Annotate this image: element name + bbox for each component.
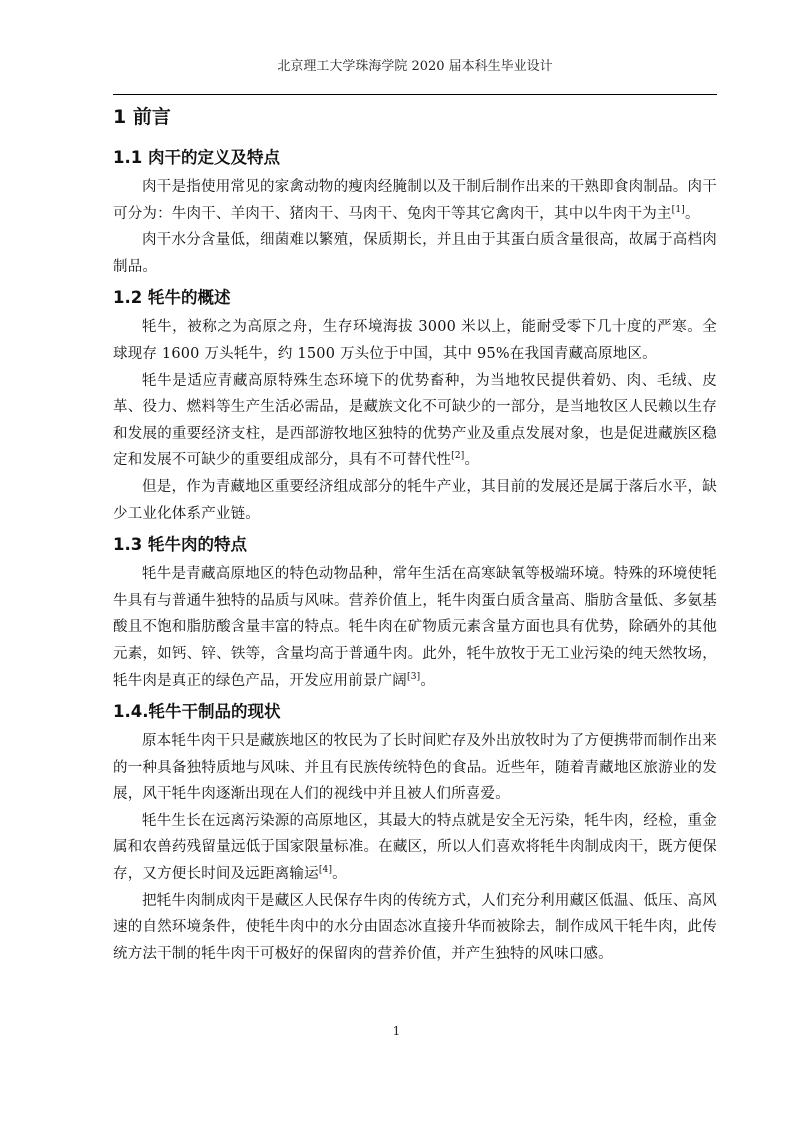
body-paragraph (113, 368, 717, 474)
body-paragraph (113, 888, 717, 968)
section-heading: 1.2 牦牛的概述 (113, 288, 231, 308)
paragraph-text: 肉干水分含量低，细菌难以繁殖，保质期长，并且由于其蛋白质含量很高，故属于高档肉制品。 (113, 232, 717, 275)
body-paragraph (113, 227, 717, 280)
citation-ref: [2] (451, 451, 465, 462)
chapter-title: 1 前言 (113, 106, 171, 128)
paragraph-end-punct: 。 (420, 672, 436, 689)
paragraph-end-punct: 。 (684, 205, 700, 222)
paragraph-text: 但是，作为青藏地区重要经济组成部分的牦牛产业，其目前的发展还是属于落后水平，缺少工业化体系产业链。 (113, 478, 717, 522)
sections-container (113, 146, 717, 967)
body-paragraph (113, 561, 717, 694)
paragraph-text: 牦牛是适应青藏高原特殊生态环境下的优势畜种，为当地牧民提供着奶、肉、毛绒、皮革、役力、燃料等生产生活必需品，是藏族文化不可缺少的一部分，是当地牧区人民赖以生存和发展的重要经济支柱，是西部游牧地区独特的优势产业及重点发展对象，也是促进藏族区稳定和发展不可缺少的重要组成部分，具有不可替代性 (113, 372, 717, 469)
section-heading: 1.3 牦牛肉的特点 (113, 535, 247, 555)
paragraph-end-punct: 。 (332, 866, 347, 883)
section-heading: 1.4.牦牛干制品的现状 (113, 702, 281, 722)
citation-ref: [3] (407, 671, 421, 682)
paragraph-text: 把牦牛肉制成肉干是藏区人民保存牛肉的传统方式，人们充分利用藏区低温、低压、高风速的自然环境条件，使牦牛肉中的水分由固态冰直接升华而被除去，制作成风干牦牛肉，此传统方法干制的牦牛肉干可极好的保留肉的营养价值，并产生独特的风味口感。 (113, 892, 717, 962)
paragraph-text: 牦牛生长在远离污染源的高原地区，其最大的特点就是安全无污染，牦牛肉，经检，重金属和农兽药残留量远低于国家限量标准。在藏区，所以人们喜欢将牦牛肉制成肉干，既方便保存，又方便长时间及远距离输运 (113, 812, 717, 883)
body-paragraph (113, 474, 717, 527)
paragraph-text: 肉干是指使用常见的家禽动物的瘦肉经腌制以及干制后制作出来的干熟即食肉制品。肉干可分为：牛肉干、羊肉干、猪肉干、马肉干、兔肉干等其它禽肉干，其中以牛肉干为主 (113, 179, 717, 222)
citation-ref: [1] (671, 204, 685, 215)
header-divider (113, 94, 717, 95)
citation-ref: [4] (318, 865, 333, 876)
body-paragraph (113, 314, 717, 367)
body-paragraph (113, 808, 717, 888)
paragraph-text: 原本牦牛肉干只是藏族地区的牧民为了长时间贮存及外出放牧时为了方便携带而制作出来的一种具备独特质地与风味、并且有民族传统特色的食品。近些年，随着青藏地区旅游业的发展，风干牦牛肉逐渐出现在人们的视线中并且被人们所喜爱。 (113, 733, 717, 803)
section-heading: 1.1 肉干的定义及特点 (113, 148, 280, 167)
body-paragraph (113, 174, 717, 227)
body-paragraph (113, 728, 717, 808)
paragraph-text: 牦牛是青藏高原地区的特色动物品种，常年生活在高寒缺氧等极端环境。特殊的环境使牦牛具有与普通牛独特的品质与风味。营养价值上，牦牛肉蛋白质含量高、脂肪含量低、多氨基酸且不饱和脂肪酸含量丰富的特点。牦牛肉在矿物质元素含量方面也具有优势，除硒外的其他元素，如钙、锌、铁等，含量均高于普通牛肉。此外，牦牛放牧于无工业污染的纯天然牧场，牦牛肉是真正的绿色产品，开发应用前景广阔 (113, 566, 717, 689)
paragraph-end-punct: 。 (464, 452, 480, 469)
main-content (113, 104, 717, 967)
paragraph-text: 牦牛，被称之为高原之舟，生存环境海拔 3000 米以上，能耐受零下几十度的严寒。全球现存 1600 万头牦牛，约 1500 万头位于中国，其中 95%在我国青藏高原地区。 (113, 319, 717, 362)
page-header: 北京理工大学珠海学院 2020 届本科生毕业设计 (277, 59, 553, 74)
page-number: 1 (392, 1024, 401, 1038)
